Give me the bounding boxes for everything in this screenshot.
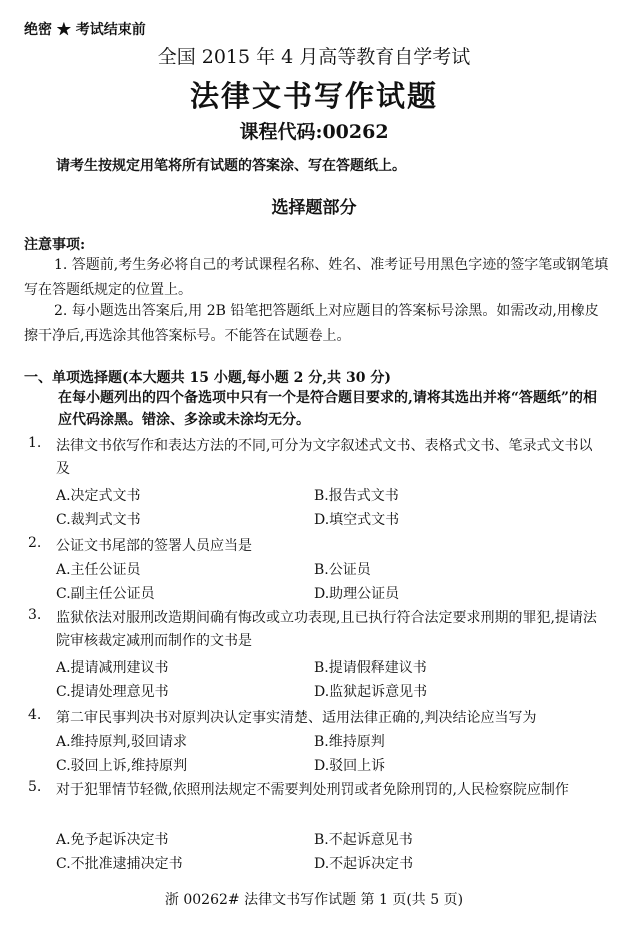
- notes-title: 注意事项:: [24, 237, 86, 253]
- option-b: B.不起诉意见书: [314, 832, 413, 848]
- question-stem: 监狱依法对服刑改造期间确有悔改或立功表现,且已执行符合法定要求刑期的罪犯,提请法院审核裁定减刑而制作的文书是: [56, 610, 597, 649]
- question-number: 4.: [28, 707, 42, 723]
- part-heading: 一、单项选择题(本大题共 15 小题,每小题 2 分,共 30 分): [24, 370, 391, 386]
- option-d: D.不起诉决定书: [314, 856, 414, 872]
- option-c: C.不批准逮捕决定书: [56, 856, 183, 872]
- option-b: B.公证员: [314, 562, 371, 578]
- option-d: D.监狱起诉意见书: [314, 684, 428, 700]
- option-b: B.报告式文书: [314, 488, 399, 504]
- question-number: 3.: [28, 607, 42, 623]
- note-item-1: 1. 答题前,考生务必将自己的考试课程名称、姓名、准考证号用黑色字迹的签字笔或钢笔填写在答题纸规定的位置上。: [24, 257, 609, 298]
- note-item-2: 2. 每小题选出答案后,用 2B 铅笔把答题纸上对应题目的答案标号涂黑。如需改动,用橡皮擦干净后,再选涂其他答案标号。不能答在试题卷上。: [24, 303, 599, 344]
- option-c: C.提请处理意见书: [56, 684, 169, 700]
- question-number: 1.: [28, 435, 42, 451]
- option-d: D.助理公证员: [314, 586, 400, 602]
- secret-mark: 绝密 ★ 考试结束前: [24, 22, 146, 38]
- option-b: B.提请假释建议书: [314, 660, 427, 676]
- page-footer: 浙 00262# 法律文书写作试题 第 1 页(共 5 页): [164, 892, 464, 908]
- option-c: C.驳回上诉,维持原判: [56, 758, 188, 774]
- question-stem: 对于犯罪情节轻微,依照刑法规定不需要判处刑罚或者免除刑罚的,人民检察院应制作: [56, 782, 569, 798]
- question-stem: 公证文书尾部的签署人员应当是: [56, 538, 252, 554]
- option-d: D.填空式文书: [314, 512, 400, 528]
- option-c: C.裁判式文书: [56, 512, 141, 528]
- course-code: 课程代码:00262: [239, 121, 389, 143]
- part-description: 在每小题列出的四个备选项中只有一个是符合题目要求的,请将其选出并将“答题纸”的相应代码涂黑。错涂、多涂或未涂均无分。: [58, 390, 597, 428]
- option-a: A.主任公证员: [56, 562, 141, 578]
- question-number: 5.: [28, 779, 42, 795]
- question-number: 2.: [28, 535, 42, 551]
- question-stem: 第二审民事判决书对原判决认定事实清楚、适用法律正确的,判决结论应当写为: [56, 710, 537, 726]
- option-d: D.驳回上诉: [314, 758, 386, 774]
- option-a: A.决定式文书: [56, 488, 141, 504]
- option-a: A.提请减刑建议书: [56, 660, 169, 676]
- option-b: B.维持原判: [314, 734, 385, 750]
- option-c: C.副主任公证员: [56, 586, 155, 602]
- page-title: 法律文书写作试题: [189, 79, 438, 113]
- section-title: 选择题部分: [271, 198, 357, 218]
- question-stem: 法律文书依写作和表达方法的不同,可分为文字叙述式文书、表格式文书、笔录式文书以及: [56, 438, 593, 477]
- option-a: A.免予起诉决定书: [56, 832, 169, 848]
- exam-name: 全国 2015 年 4 月高等教育自学考试: [157, 46, 471, 68]
- instruction-text: 请考生按规定用笔将所有试题的答案涂、写在答题纸上。: [56, 158, 406, 174]
- option-a: A.维持原判,驳回请求: [56, 734, 188, 750]
